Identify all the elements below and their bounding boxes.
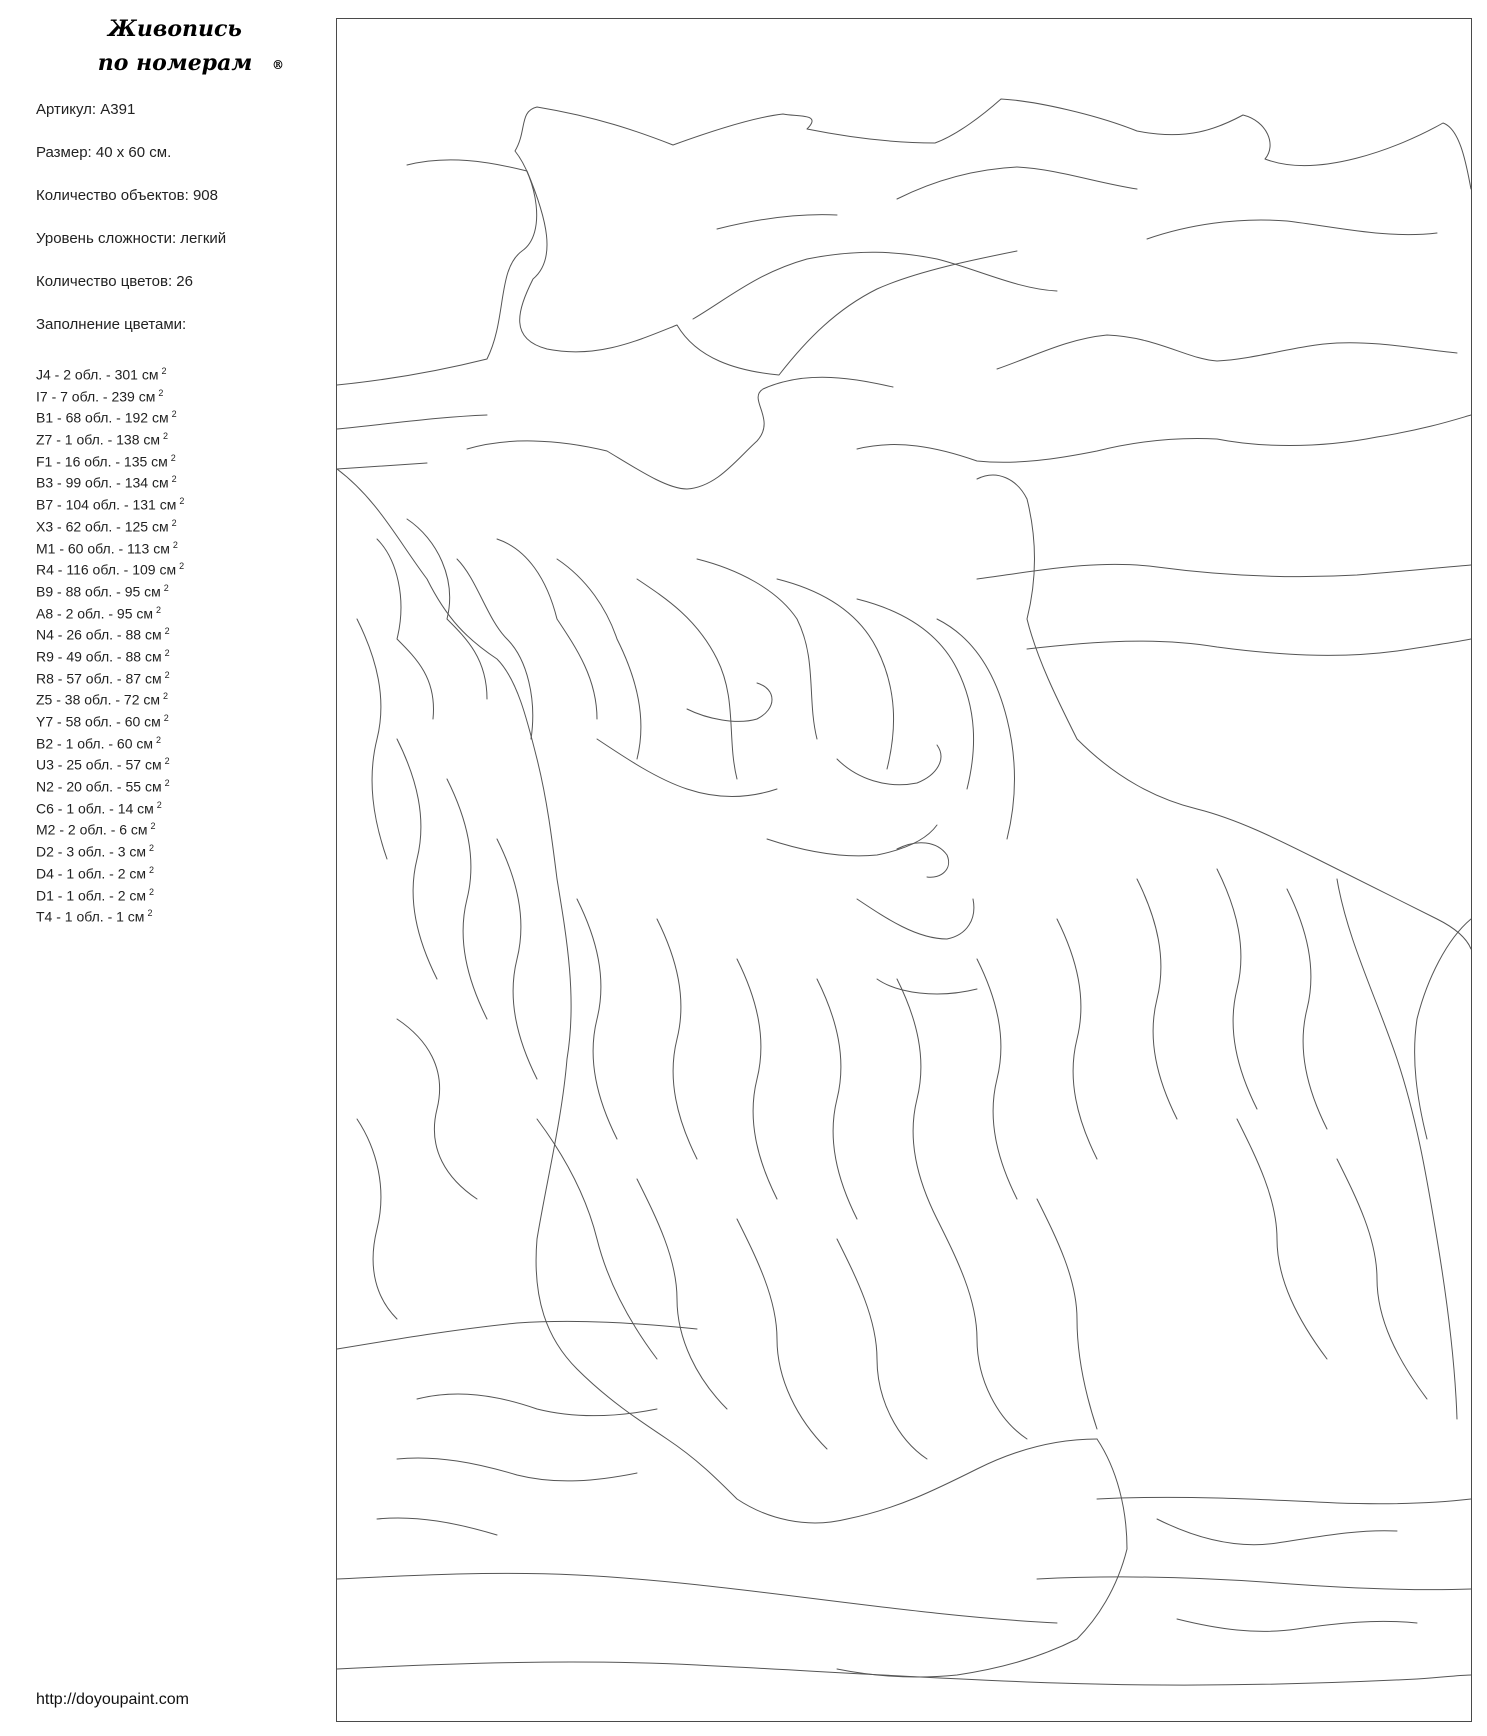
square-unit-mark: 2	[163, 431, 169, 442]
color-fill-text: R8 - 57 обл. - 87 см	[36, 670, 162, 687]
objects-count: Количество объектов: 908	[36, 187, 218, 204]
color-fill-item	[36, 404, 184, 426]
brand-line-1: Живопись	[108, 16, 242, 42]
color-fill-text: B2 - 1 обл. - 60 см	[36, 735, 154, 752]
square-unit-mark: 2	[149, 864, 155, 875]
color-fill-text: B9 - 88 обл. - 95 см	[36, 583, 161, 600]
square-unit-mark: 2	[171, 474, 177, 485]
brand-line-2: по номерам	[97, 50, 253, 76]
canvas-size: Размер: 40 х 60 см.	[36, 144, 172, 161]
square-unit-mark: 2	[163, 691, 169, 702]
color-fill-item	[36, 556, 184, 578]
article-number: Артикул: A391	[36, 101, 136, 118]
color-fill-item	[36, 621, 184, 643]
color-fill-text: R9 - 49 обл. - 88 см	[36, 648, 162, 665]
square-unit-mark: 2	[164, 778, 170, 789]
color-fill-text: N4 - 26 обл. - 88 см	[36, 626, 162, 643]
color-fill-item	[36, 383, 184, 405]
square-unit-mark: 2	[156, 799, 162, 810]
square-unit-mark: 2	[156, 604, 162, 615]
color-fill-item	[36, 600, 184, 622]
square-unit-mark: 2	[147, 908, 153, 919]
color-fill-text: J4 - 2 обл. - 301 см	[36, 366, 159, 383]
color-fill-item	[36, 816, 184, 838]
square-unit-mark: 2	[171, 517, 177, 528]
square-unit-mark: 2	[149, 843, 155, 854]
color-fill-text: I7 - 7 обл. - 239 см	[36, 388, 156, 405]
color-fill-text: M2 - 2 обл. - 6 см	[36, 822, 148, 839]
color-fill-item	[36, 795, 184, 817]
legend-sidebar	[0, 0, 330, 1736]
color-fill-text: B3 - 99 обл. - 134 см	[36, 475, 169, 492]
color-fill-text: B7 - 104 обл. - 131 см	[36, 496, 177, 513]
color-fill-text: B1 - 68 обл. - 192 см	[36, 410, 169, 427]
color-fill-text: R4 - 116 обл. - 109 см	[36, 561, 177, 578]
color-fill-text: T4 - 1 обл. - 1 см	[36, 908, 145, 925]
square-unit-mark: 2	[158, 387, 164, 398]
square-unit-mark: 2	[164, 756, 170, 767]
square-unit-mark: 2	[164, 647, 170, 658]
coloring-canvas	[336, 18, 1472, 1722]
square-unit-mark: 2	[179, 496, 185, 507]
color-fill-item	[36, 903, 184, 925]
color-fill-item	[36, 643, 184, 665]
color-fill-item	[36, 838, 184, 860]
color-fill-item	[36, 578, 184, 600]
color-fill-text: D4 - 1 обл. - 2 см	[36, 865, 146, 882]
fur-details	[357, 519, 1427, 1631]
color-fill-list	[36, 361, 184, 925]
color-fill-item	[36, 773, 184, 795]
color-fill-item	[36, 469, 184, 491]
color-fill-item	[36, 730, 184, 752]
color-fill-text: M1 - 60 обл. - 113 см	[36, 540, 170, 557]
line-art-drawing	[337, 19, 1471, 1721]
square-unit-mark: 2	[172, 539, 178, 550]
square-unit-mark: 2	[179, 561, 185, 572]
color-fill-item	[36, 448, 184, 470]
color-fill-item	[36, 665, 184, 687]
color-fill-item	[36, 426, 184, 448]
color-fill-text: D1 - 1 обл. - 2 см	[36, 887, 146, 904]
square-unit-mark: 2	[156, 734, 162, 745]
color-fill-text: U3 - 25 обл. - 57 см	[36, 757, 162, 774]
website-link[interactable]: http://doyoupaint.com	[36, 1691, 189, 1708]
brand-logo	[60, 12, 290, 80]
square-unit-mark: 2	[161, 366, 167, 376]
color-fill-text: Z5 - 38 обл. - 72 см	[36, 691, 161, 708]
color-fill-item	[36, 686, 184, 708]
difficulty-level: Уровень сложности: легкий	[36, 230, 227, 247]
color-fill-text: D2 - 3 обл. - 3 см	[36, 843, 146, 860]
square-unit-mark: 2	[171, 409, 177, 420]
cloud-outlines	[337, 99, 1471, 655]
color-fill-text: Y7 - 58 обл. - 60 см	[36, 713, 161, 730]
color-fill-text: N2 - 20 обл. - 55 см	[36, 778, 162, 795]
color-fill-item	[36, 513, 184, 535]
color-fill-item	[36, 860, 184, 882]
color-fill-text: F1 - 16 обл. - 135 см	[36, 453, 168, 470]
square-unit-mark: 2	[170, 452, 176, 463]
registered-mark: ®	[272, 58, 284, 72]
color-fill-item	[36, 882, 184, 904]
square-unit-mark: 2	[164, 669, 170, 680]
color-fill-item	[36, 535, 184, 557]
color-fill-item	[36, 491, 184, 513]
square-unit-mark: 2	[149, 886, 155, 897]
colors-count: Количество цветов: 26	[36, 273, 193, 290]
color-fill-text: C6 - 1 обл. - 14 см	[36, 800, 154, 817]
square-unit-mark: 2	[164, 626, 170, 637]
color-fill-item	[36, 751, 184, 773]
color-fill-text: X3 - 62 обл. - 125 см	[36, 518, 169, 535]
square-unit-mark: 2	[163, 582, 169, 593]
color-fill-text: A8 - 2 обл. - 95 см	[36, 605, 154, 622]
fill-header: Заполнение цветами:	[36, 316, 187, 333]
square-unit-mark: 2	[150, 821, 156, 832]
color-fill-item	[36, 361, 184, 383]
color-fill-item	[36, 708, 184, 730]
animal-outline	[337, 469, 1471, 1685]
square-unit-mark: 2	[163, 713, 169, 723]
color-fill-text: Z7 - 1 обл. - 138 см	[36, 431, 161, 448]
